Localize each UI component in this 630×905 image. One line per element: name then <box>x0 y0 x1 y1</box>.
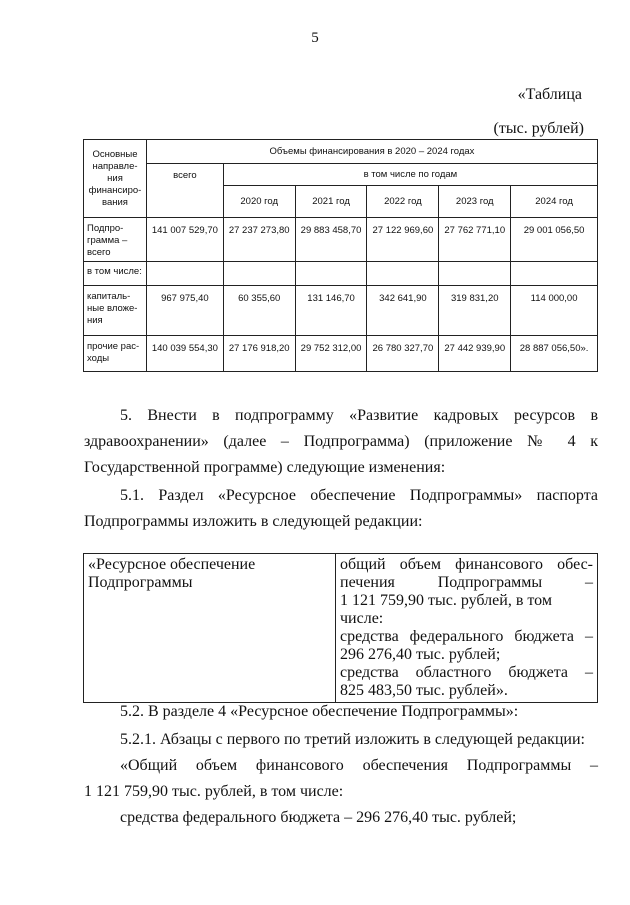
cell-value: 27 442 939,90 <box>439 336 511 372</box>
header-volume: Объемы финансирования в 2020 – 2024 годах <box>146 140 597 164</box>
cell-value: 141 007 529,70 <box>146 218 223 262</box>
cell-value: 27 176 918,20 <box>223 336 295 372</box>
table-row <box>84 286 598 336</box>
cell-value: 319 831,20 <box>439 286 511 336</box>
quote-line: «Общий объем финансового обеспечения Подпрограммы – <box>120 757 598 774</box>
resources-table <box>83 553 598 703</box>
header-directions: Основные направле-ния финансиро-вания <box>84 140 147 218</box>
paragraph-5: 5. Внести в подпрограмму «Развитие кадровых ресурсов в здравоохранении» (далее – Подпрограмма) (приложение № 4 к Государственной программе) следующие изменения: <box>84 407 598 476</box>
cell-value: 27 762 771,10 <box>439 218 511 262</box>
cell-value: 29 001 056,50 <box>511 218 598 262</box>
resources-value-line: 1 121 759,90 тыс. рублей, в том числе: <box>340 592 552 627</box>
cell-value: 114 000,00 <box>511 286 598 336</box>
cell-value: 27 237 273,80 <box>223 218 295 262</box>
resources-value-line: 296 276,40 тыс. рублей; <box>340 646 501 663</box>
resources-value-line: печения Подпрограммы – <box>340 574 593 591</box>
financing-table <box>83 139 598 372</box>
header-by-years: в том числе по годам <box>223 164 597 186</box>
resources-value-line: 825 483,50 тыс. рублей». <box>340 682 508 699</box>
header-year: 2024 год <box>511 186 598 218</box>
resources-value-cell <box>336 554 598 703</box>
row-label: в том числе: <box>84 262 147 286</box>
cell-value: 60 355,60 <box>223 286 295 336</box>
header-year: 2022 год <box>367 186 439 218</box>
units-label: (тыс. рублей) <box>493 120 584 137</box>
paragraph-5-2: 5.2. В разделе 4 «Ресурсное обеспечение Подпрограммы»: <box>120 703 519 720</box>
row-label: Подпро-грамма – всего <box>84 218 147 262</box>
cell-value: 29 883 458,70 <box>295 218 367 262</box>
cell-value: 29 752 312,00 <box>295 336 367 372</box>
resources-value-line: общий объем финансового обес- <box>340 556 593 573</box>
table-row <box>84 218 598 262</box>
header-year: 2021 год <box>295 186 367 218</box>
quote-line: 1 121 759,90 тыс. рублей, в том числе: <box>84 783 344 800</box>
row-label: капиталь-ные вложе-ния <box>84 286 147 336</box>
table-label: «Таблица <box>517 86 582 103</box>
cell-value: 342 641,90 <box>367 286 439 336</box>
cell-value: 140 039 554,30 <box>146 336 223 372</box>
resources-label-line: Подпрограммы <box>88 574 193 591</box>
header-year: 2020 год <box>223 186 295 218</box>
page-number: 5 <box>311 30 319 46</box>
cell-value: 28 887 056,50». <box>511 336 598 372</box>
table-row <box>84 336 598 372</box>
row-label: прочие рас-ходы <box>84 336 147 372</box>
cell-value: 27 122 969,60 <box>367 218 439 262</box>
header-year: 2023 год <box>439 186 511 218</box>
cell-value: 131 146,70 <box>295 286 367 336</box>
cell-value: 26 780 327,70 <box>367 336 439 372</box>
table-row <box>84 262 598 286</box>
paragraph-5-2-1: 5.2.1. Абзацы с первого по третий изложить в следующей редакции: <box>120 731 585 748</box>
resources-label-cell <box>84 554 336 703</box>
resources-value-line: средства областного бюджета – <box>340 664 593 681</box>
header-total: всего <box>146 164 223 218</box>
resources-value-line: средства федерального бюджета – <box>340 628 593 645</box>
quote-line: средства федерального бюджета – 296 276,40 тыс. рублей; <box>120 809 517 826</box>
resources-label-line: «Ресурсное обеспечение <box>88 556 256 573</box>
cell-value: 967 975,40 <box>146 286 223 336</box>
paragraph-5-1: 5.1. Раздел «Ресурсное обеспечение Подпрограммы» паспорта Подпрограммы изложить в следующей редакции: <box>84 487 598 530</box>
